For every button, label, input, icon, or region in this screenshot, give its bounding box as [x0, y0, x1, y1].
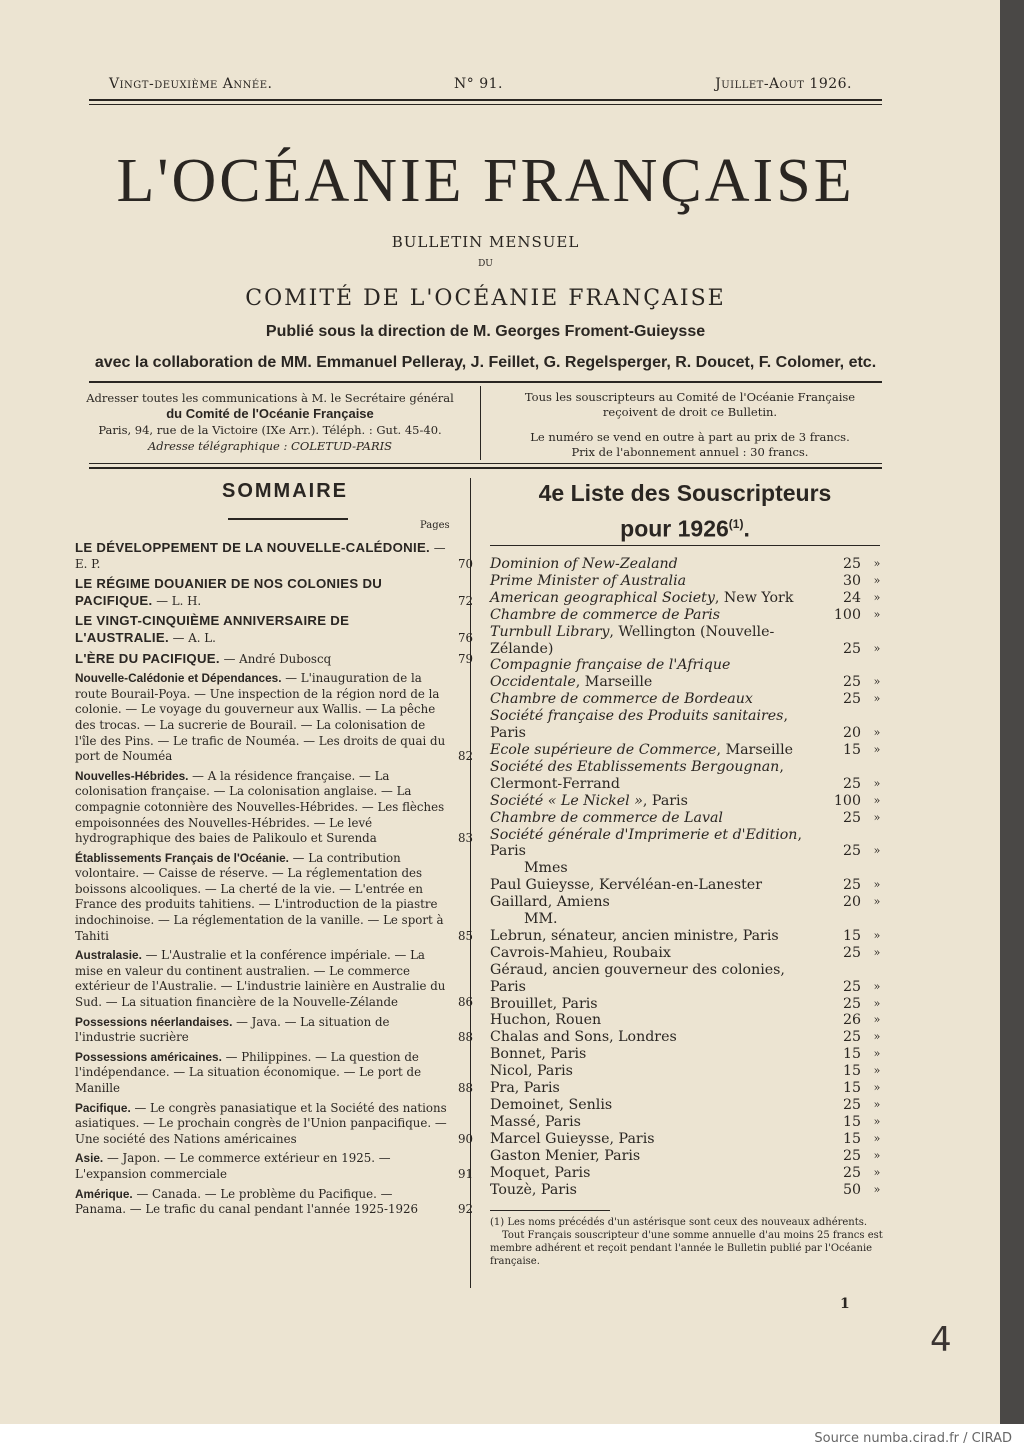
footnote-line-2: Tout Français souscripteur d'une somme annuelle d'au moins 25 francs est membre adhérent et reçoit pendant l'année le Bulletin publié par l'Océanie française. — [490, 1230, 883, 1267]
toc-entry-section: Asie. — [75, 1151, 104, 1166]
subscription-line-4: Prix de l'abonnement annuel : 30 francs. — [571, 445, 809, 459]
liste-title: 4e Liste des Souscripteurs pour 1926$^{(1)}$. — [490, 478, 880, 545]
address-rule-top — [89, 381, 882, 383]
toc-entry-page: 85 — [457, 928, 473, 943]
currency-mark: » — [873, 692, 881, 706]
toc-entry-text: — E. P. — [75, 541, 446, 571]
subscriber-name: , Paris — [490, 708, 788, 742]
subscriber-name: , Clermont-Ferrand — [490, 758, 784, 792]
currency-mark: » — [873, 1148, 881, 1162]
toc-entry-page: 88 — [457, 1081, 473, 1095]
subscriber-row — [490, 1080, 885, 1097]
subscriber-name: , Wellington (Nouvelle-Zélande) — [490, 623, 775, 657]
toc-entry-text: — Philippines. — La question de l'indépendance. — La situation économique. — Le port de Manille — [75, 1049, 422, 1095]
subscriber-amount: 20 — [842, 725, 861, 742]
subscriber-group-label: MM. — [524, 911, 558, 928]
subscriber-amount: 50 — [842, 1181, 861, 1198]
subscriber-amount: 15 — [842, 741, 861, 758]
currency-mark: » — [873, 590, 881, 604]
subscriber-name-italic: Ecole supérieure de Commerce — [490, 741, 717, 758]
toc-entry-heading: L'ÈRE DU PACIFIQUE. — [75, 650, 220, 666]
subscriber-name: Géraud, ancien gouverneur des colonies, Paris — [490, 961, 785, 995]
subscriber-name-italic: Chambre de commerce de Bordeaux — [490, 691, 753, 708]
subscriber-name: , Marseille — [716, 741, 794, 758]
subscriber-amount: 26 — [842, 1012, 861, 1029]
address-rule-bottom-thick — [89, 467, 882, 469]
subscriber-row — [490, 590, 885, 607]
subscriber-row — [490, 996, 885, 1013]
currency-mark: » — [873, 1013, 881, 1027]
subscriber-row — [490, 1097, 885, 1114]
toc-entry-page: 90 — [457, 1131, 473, 1146]
subscriber-name: Brouillet, Paris — [490, 995, 598, 1012]
toc-entry — [75, 613, 473, 646]
toc-entry-text: — La contribution volontaire. — Caisse de réserve. — La réglementation des boissons alcooliques. — La cherté de la vie. — L'entrée en France des produits tahitiens. — L'introduction de la piastre indochinoise. — La réglementation de la vanille. — Le sport à Tahiti — [75, 850, 444, 943]
pages-label: Pages — [420, 520, 450, 531]
page-number: 1 — [840, 1296, 850, 1312]
subscriber-name: Marcel Guieysse, Paris — [490, 1130, 655, 1147]
bulletin-label: BULLETIN MENSUEL — [391, 233, 580, 251]
subscriber-row — [490, 1063, 885, 1080]
subscriber-row — [490, 928, 885, 945]
toc-entry — [75, 576, 473, 609]
table-of-contents — [75, 540, 473, 1222]
subscriber-row — [490, 1046, 885, 1063]
sommaire-rule — [228, 518, 348, 520]
subscriber-name-italic: Dominion of New-Zealand — [490, 556, 678, 572]
liste-title-note: (1) — [728, 517, 744, 531]
subscriber-row — [490, 827, 885, 861]
subscriber-amount: 100 — [833, 792, 861, 809]
currency-mark: » — [873, 844, 881, 858]
subscriber-row — [490, 1012, 885, 1029]
masthead-title: L'OCÉANIE FRANÇAISE — [116, 147, 855, 215]
subscriber-amount: 25 — [842, 877, 861, 894]
column-separator — [470, 478, 471, 1288]
liste-rule — [490, 545, 880, 546]
toc-entry-section: Possessions néerlandaises. — [75, 1014, 233, 1029]
subscriber-name-italic: Société générale d'Imprimerie et d'Edition — [490, 826, 798, 843]
subscriber-name-italic: Société « Le Nickel » — [490, 792, 643, 809]
currency-mark: » — [873, 573, 881, 587]
subscriber-name: Paul Guieysse, Kervéléan-en-Lanester — [490, 877, 762, 894]
subscriber-row — [490, 573, 885, 590]
subscriber-amount: 15 — [842, 1063, 861, 1080]
subscriber-row — [490, 1131, 885, 1148]
subscriber-name: , New York — [714, 589, 794, 606]
subscriber-row — [490, 793, 885, 810]
subscriber-amount: 100 — [833, 606, 861, 623]
subscriber-name: Chalas and Sons, Londres — [490, 1029, 677, 1046]
subscriber-name: Gaillard, Amiens — [490, 894, 610, 911]
currency-mark: » — [873, 1030, 881, 1044]
subscriber-amount: 25 — [842, 809, 861, 826]
subscription-line-3: Le numéro se vend en outre à part au prix de 3 francs. — [530, 430, 850, 444]
subscriber-row — [490, 759, 885, 793]
subscriber-name-italic: Société des Etablissements Bergougnan — [490, 758, 780, 775]
subscriber-name: , Paris — [642, 792, 688, 809]
subscriber-name-italic: American geographical Society — [490, 589, 715, 606]
toc-entry-heading: LE DÉVELOPPEMENT DE LA NOUVELLE-CALÉDONIE. — [75, 540, 431, 555]
currency-mark: » — [873, 641, 881, 655]
footnote — [490, 1216, 885, 1268]
toc-entry — [75, 1187, 473, 1218]
subscriber-amount: 25 — [842, 995, 861, 1012]
subscriber-amount: 15 — [842, 1080, 861, 1097]
toc-entry-section: Pacifique. — [75, 1100, 131, 1115]
subscriber-row — [490, 657, 885, 691]
toc-entry-text: — A. L. — [168, 630, 216, 645]
subscriber-row — [490, 691, 885, 708]
year-label: Vingt-deuxième Année. — [109, 76, 273, 92]
toc-entry-section: Nouvelles-Hébrides. — [75, 768, 189, 783]
subscriber-name: Bonnet, Paris — [490, 1046, 587, 1063]
subscriber-name-italic: Société française des Produits sanitaires — [490, 708, 784, 725]
subscriber-name: Demoinet, Senlis — [490, 1097, 613, 1113]
subscriber-amount: 20 — [842, 894, 861, 911]
subscriber-name: , Paris — [490, 826, 802, 860]
issue-date: Juillet-Aout 1926. — [715, 76, 852, 92]
subscriber-row — [490, 1165, 885, 1182]
toc-entry-page: 70 — [457, 556, 473, 571]
subscriber-amount: 25 — [842, 556, 861, 572]
toc-entry-page: 72 — [457, 593, 473, 608]
header-rule-bottom — [89, 104, 882, 105]
toc-entry-page: 79 — [457, 651, 473, 666]
subscriber-row — [490, 962, 885, 996]
subscriber-row — [490, 1114, 885, 1131]
sommaire-title: SOMMAIRE — [222, 480, 348, 502]
toc-entry — [75, 651, 473, 668]
toc-entry — [75, 1151, 473, 1182]
subscriber-name: Touzè, Paris — [490, 1181, 577, 1198]
toc-entry-page: 91 — [457, 1166, 473, 1181]
subscriber-amount: 25 — [842, 1147, 861, 1164]
subscriber-name: Gaston Menier, Paris — [490, 1147, 641, 1164]
subscriber-row — [490, 624, 885, 658]
currency-mark: » — [873, 776, 881, 790]
currency-mark: » — [873, 675, 881, 689]
currency-mark: » — [873, 742, 881, 756]
subscriber-row — [490, 1182, 885, 1199]
toc-entry-section: Établissements Français de l'Océanie. — [75, 850, 289, 865]
toc-entry-page: 88 — [457, 1030, 473, 1045]
toc-entry — [75, 540, 473, 572]
subscriber-amount: 25 — [842, 1164, 861, 1181]
toc-entry-section: Australasie. — [75, 948, 142, 963]
toc-entry — [75, 769, 473, 847]
subscription-line-2: reçoivent de droit ce Bulletin. — [602, 405, 778, 419]
subscriber-amount: 25 — [842, 691, 861, 708]
source-credit: Source numba.cirad.fr / CIRAD — [814, 1431, 1012, 1446]
toc-entry-text: — A la résidence française. — La colonisation française. — La colonisation anglaise. — La compagnie cotonnière des Nouvelles-Hébrides. — Les flèches empoisonnées des Nouvelles-Hébrides. — Le levé hydrographique des baies de Palikoulo et Surenda — [75, 768, 445, 846]
page-edge — [1000, 0, 1024, 1424]
address-line-1: Adresser toutes les communications à M. le Secrétaire général — [86, 391, 454, 405]
currency-mark: » — [873, 557, 881, 570]
toc-entry-page: 83 — [457, 831, 473, 846]
currency-mark: » — [873, 607, 881, 621]
currency-mark: » — [873, 1064, 881, 1078]
toc-entry-heading: LE VINGT-CINQUIÈME ANNIVERSAIRE DE L'AUSTRALIE. — [75, 613, 350, 645]
subscriber-amount: 15 — [842, 1113, 861, 1130]
subscriber-name: Massé, Paris — [490, 1113, 581, 1130]
currency-mark: » — [873, 793, 881, 807]
currency-mark: » — [873, 1047, 881, 1061]
currency-mark: » — [873, 945, 881, 959]
subscriber-list — [490, 556, 885, 1198]
liste-title-line-1: 4e Liste des Souscripteurs — [538, 480, 832, 506]
toc-entry-page: 92 — [457, 1202, 473, 1217]
subscription-info — [495, 390, 885, 460]
subscriber-amount: 25 — [842, 1097, 861, 1113]
subscriber-row — [490, 810, 885, 827]
subscriber-amount: 25 — [842, 775, 861, 792]
subscriber-name: Cavrois-Mahieu, Roubaix — [490, 944, 671, 961]
currency-mark: » — [873, 726, 881, 740]
currency-mark: » — [873, 928, 881, 942]
du-label: DU — [478, 259, 493, 269]
currency-mark: » — [873, 810, 881, 824]
subscriber-name: Lebrun, sénateur, ancien ministre, Paris — [490, 927, 779, 944]
subscriber-amount: 15 — [842, 927, 861, 944]
subscriber-amount: 30 — [842, 572, 861, 589]
subscriber-row — [490, 708, 885, 742]
address-rule-bottom — [89, 463, 882, 464]
toc-entry-text: — Java. — La situation de l'industrie sucrière — [75, 1014, 390, 1045]
subscriber-amount: 15 — [842, 1046, 861, 1063]
toc-entry-text: — L'Australie et la conférence impériale. — La mise en valeur du continent australien. — Le commerce extérieur de l'Australie. — L'industrie lainière en Australie du Sud. — La situation financière de la Nouvelle-Zélande — [75, 948, 446, 1010]
subscriber-amount: 25 — [842, 640, 861, 657]
toc-entry — [75, 1101, 473, 1148]
currency-mark: » — [873, 895, 881, 909]
subscriber-amount: 25 — [842, 978, 861, 995]
subscription-line-1: Tous les souscripteurs au Comité de l'Océanie Française — [524, 390, 856, 404]
currency-mark: » — [873, 996, 881, 1010]
toc-entry-page: 82 — [457, 749, 473, 764]
toc-entry — [75, 1050, 473, 1097]
subscriber-amount: 25 — [842, 674, 861, 691]
handwritten-mark: 4 — [930, 1320, 952, 1360]
footnote-line-1: (1) Les noms précédés d'un astérisque sont ceux des nouveaux adhérents. — [490, 1217, 868, 1228]
subscriber-row — [490, 877, 885, 894]
subscriber-row — [490, 742, 885, 759]
currency-mark: » — [873, 1182, 881, 1196]
toc-entry-text: — L'inauguration de la route Bourail-Poya. — Une inspection de la région nord de la colonie. — Le voyage du gouverneur aux Wallis. — La pêche des trocas. — La sucrerie de Bourail. — La colonisation de l'île des Pins. — Le trafic de Nouméa. — Les droits de quai du port de Nouméa — [75, 671, 446, 764]
currency-mark: » — [873, 1131, 881, 1145]
toc-entry — [75, 671, 473, 765]
subscriber-amount: 15 — [842, 1130, 861, 1147]
address-line-4: Adresse télégraphique : COLETUD-PARIS — [147, 439, 393, 453]
toc-entry-text: — André Duboscq — [219, 651, 332, 666]
subscriber-row — [490, 607, 885, 624]
issue-number: N° 91. — [454, 76, 503, 92]
subscriber-name-italic: Chambre de commerce de Laval — [490, 809, 723, 826]
toc-entry — [75, 851, 473, 945]
subscriber-name-italic: Compagnie française de l'Afrique Occidentale — [490, 657, 731, 691]
subscriber-amount: 24 — [842, 589, 861, 606]
subscriber-name: , Marseille — [575, 674, 653, 691]
subscriber-group-label: Mmes — [524, 860, 568, 877]
subscriber-row — [490, 894, 885, 911]
currency-mark: » — [873, 1114, 881, 1128]
currency-mark: » — [873, 878, 881, 892]
subscriber-amount: 25 — [842, 843, 861, 860]
committee-name: COMITÉ DE L'OCÉANIE FRANÇAISE — [245, 286, 726, 311]
subscriber-name-italic: Chambre de commerce de Paris — [490, 606, 721, 623]
currency-mark: » — [873, 979, 881, 993]
header-rule-top — [89, 99, 882, 101]
toc-entry-text: — Le congrès panasiatique et la Société des nations asiatiques. — Le prochain congrès de l'Union panpacifique. — Une société des Nations américaines — [75, 1100, 447, 1146]
currency-mark: » — [873, 1098, 881, 1111]
toc-entry-section: Nouvelle-Calédonie et Dépendances. — [75, 671, 282, 686]
toc-entry-heading: LE RÉGIME DOUANIER DE NOS COLONIES DU PACIFIQUE. — [75, 576, 383, 608]
direction-line: Publié sous la direction de M. Georges Froment-Guieysse — [265, 323, 706, 340]
subscriber-row — [490, 945, 885, 962]
subscriber-name: Huchon, Rouen — [490, 1012, 602, 1029]
toc-entry-text: — Canada. — Le problème du Pacifique. — Panama. — Le trafic du canal pendant l'année 1925-1926 — [75, 1186, 419, 1217]
subscriber-row — [490, 1148, 885, 1165]
address-block — [60, 390, 480, 454]
subscriber-row — [490, 1029, 885, 1046]
liste-title-line-2: pour 1926 — [620, 515, 729, 542]
subscriber-name: Pra, Paris — [490, 1080, 560, 1097]
toc-entry-page: 76 — [457, 630, 473, 645]
toc-entry-section: Amérique. — [75, 1186, 133, 1201]
subscriber-name-italic: Turnbull Library — [490, 623, 610, 640]
address-separator — [480, 386, 481, 460]
currency-mark: » — [873, 1165, 881, 1179]
subscriber-name: Moquet, Paris — [490, 1164, 591, 1181]
toc-entry — [75, 1015, 473, 1046]
toc-entry-text: — Japon. — Le commerce extérieur en 1925. — L'expansion commerciale — [75, 1151, 391, 1181]
subscriber-amount: 25 — [842, 944, 861, 961]
toc-entry-section: Possessions américaines. — [75, 1049, 222, 1064]
subscriber-name: Nicol, Paris — [490, 1063, 573, 1080]
toc-entry — [75, 948, 473, 1010]
currency-mark: » — [873, 1081, 881, 1095]
footnote-rule — [490, 1210, 610, 1211]
toc-entry-text: — L. H. — [152, 593, 202, 608]
toc-entry-page: 86 — [457, 995, 473, 1010]
subscriber-row — [490, 556, 885, 573]
address-line-3: Paris, 94, rue de la Victoire (IXe Arr.). Téléph. : Gut. 45-40. — [98, 423, 442, 437]
collaboration-line: avec la collaboration de MM. Emmanuel Pelleray, J. Feillet, G. Regelsperger, R. Doucet, F. Colomer, etc. — [94, 354, 877, 371]
address-line-2: du Comité de l'Océanie Française — [166, 406, 374, 421]
subscriber-name-italic: Prime Minister of Australia — [490, 572, 687, 589]
subscriber-amount: 25 — [842, 1029, 861, 1046]
